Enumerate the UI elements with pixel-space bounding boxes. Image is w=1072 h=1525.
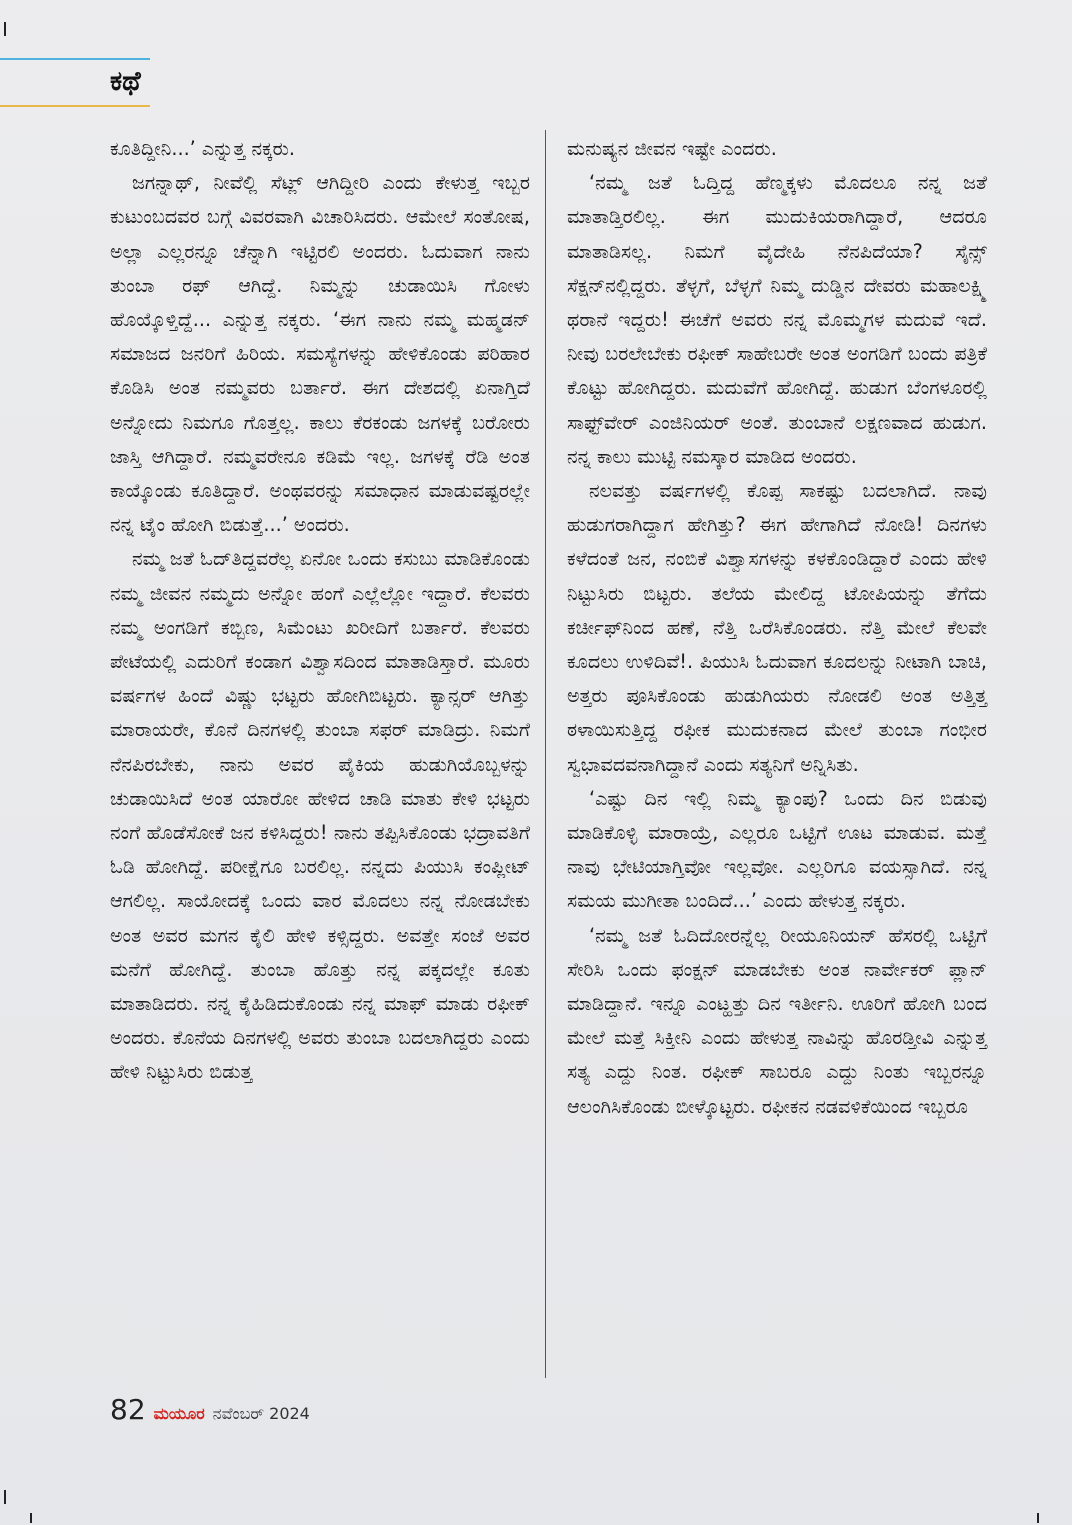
section-label: ಕಥೆ <box>110 66 141 97</box>
paragraph: ಕೂತಿದ್ದೀನಿ...’ ಎನ್ನುತ್ತ ನಕ್ಕರು. <box>110 137 295 160</box>
page-footer <box>110 1393 310 1426</box>
crop-mark <box>1037 1513 1039 1523</box>
crop-mark <box>30 1513 32 1523</box>
section-rule-bottom <box>0 105 150 107</box>
crop-mark <box>4 22 6 36</box>
section-rule-top <box>0 58 150 60</box>
right-column <box>567 132 987 1124</box>
column-divider <box>545 130 546 1378</box>
crop-mark <box>4 1490 6 1504</box>
paragraph: ಜಗನ್ನಾಥ್, ನೀವೆಲ್ಲಿ ಸೆಟ್ಲ್ ಆಗಿದ್ದೀರಿ ಎಂದು ಕೇಳುತ್ತ ಇಬ್ಬರ ಕುಟುಂಬದವರ ಬಗ್ಗೆ ವಿವರವಾಗಿ ವಿಚಾರಿಸಿದರು. ಆಮೇಲೆ ಸಂತೋಷ, ಅಲ್ಲಾ ಎಲ್ಲರನ್ನೂ ಚೆನ್ನಾಗಿ ಇಟ್ಟಿರಲಿ ಅಂದರು. ಓದುವಾಗ ನಾನು ತುಂಬಾ ರಫ್ ಆಗಿದ್ದೆ. ನಿಮ್ಮನ್ನು ಚುಡಾಯಿಸಿ ಗೋಳು ಹೊಯ್ಕೊಳ್ತಿದ್ದೆ... ಎನ್ನುತ್ತ ನಕ್ಕರು. ‘ಈಗ ನಾನು ನಮ್ಮ ಮಹ್ಮಡನ್ ಸಮಾಜದ ಜನರಿಗೆ ಹಿರಿಯ. ಸಮಸ್ಯೆಗಳನ್ನು ಹೇಳಿಕೊಂಡು ಪರಿಹಾರ ಕೊಡಿಸಿ ಅಂತ ನಮ್ಮವರು ಬರ್ತಾರೆ. ಈಗ ದೇಶದಲ್ಲಿ ಏನಾಗ್ತಿದೆ ಅನ್ನೋದು ನಿಮಗೂ ಗೊತ್ತಲ್ಲ. ಕಾಲು ಕೆರಕಂಡು ಜಗಳಕ್ಕೆ ಬರೋರು ಜಾಸ್ತಿ ಆಗಿದ್ದಾರೆ. ನಮ್ಮವರೇನೂ ಕಡಿಮೆ ಇಲ್ಲ. ಜಗಳಕ್ಕೆ ರೆಡಿ ಅಂತ ಕಾಯ್ಕೊಂಡು ಕೂತಿದ್ದಾರೆ. ಅಂಥವರನ್ನು ಸಮಾಧಾನ ಮಾಡುವಷ್ಟರಲ್ಲೇ ನನ್ನ ಟೈಂ ಹೋಗಿ ಬಿಡುತ್ತೆ...’ ಅಂದರು. <box>110 171 530 537</box>
magazine-name: ಮಯೂರ <box>153 1404 205 1423</box>
paragraph: ‘ಎಷ್ಟು ದಿನ ಇಲ್ಲಿ ನಿಮ್ಮ ಕ್ಯಾಂಪು? ಒಂದು ದಿನ ಬಿಡುವು ಮಾಡಿಕೊಳ್ಳಿ ಮಾರಾಯ್ರೆ, ಎಲ್ಲರೂ ಒಟ್ಟಿಗೆ ಊಟ ಮಾಡುವ. ಮತ್ತೆ ನಾವು ಭೇಟಿಯಾಗ್ತಿವೋ ಇಲ್ಲವೋ. ಎಲ್ಲರಿಗೂ ವಯಸ್ಸಾಗಿದೆ. ನನ್ನ ಸಮಯ ಮುಗೀತಾ ಬಂದಿದೆ...’ ಎಂದು ಹೇಳುತ್ತ ನಕ್ಕರು. <box>567 786 987 913</box>
left-column <box>110 132 530 1090</box>
paragraph: ‘ನಮ್ಮ ಜತೆ ಓದ್ತಿದ್ದ ಹೆಣ್ಮಕ್ಕಳು ಮೊದಲೂ ನನ್ನ ಜತೆ ಮಾತಾಡ್ತಿರಲಿಲ್ಲ. ಈಗ ಮುದುಕಿಯರಾಗಿದ್ದಾರೆ, ಆದರೂ ಮಾತಾಡಿಸಲ್ಲ. ನಿಮಗೆ ವೈದೇಹಿ ನೆನಪಿದೆಯಾ? ಸೈನ್ಸ್ ಸೆಕ್ಷನ್‌ನಲ್ಲಿದ್ದರು. ತೆಳ್ಳಗೆ, ಬೆಳ್ಳಗೆ ನಿಮ್ಮ ದುಡ್ಡಿನ ದೇವರು ಮಹಾಲಕ್ಷ್ಮಿ ಥರಾನೆ ಇದ್ದರು! ಈಚೆಗೆ ಅವರು ನನ್ನ ಮೊಮ್ಮಗಳ ಮದುವೆ ಇದೆ. ನೀವು ಬರಲೇಬೇಕು ರಫೀಕ್ ಸಾಹೇಬರೇ ಅಂತ ಅಂಗಡಿಗೆ ಬಂದು ಪತ್ರಿಕೆ ಕೊಟ್ಟು ಹೋಗಿದ್ದರು. ಮದುವೆಗೆ ಹೋಗಿದ್ದೆ. ಹುಡುಗ ಬೆಂಗಳೂರಲ್ಲಿ ಸಾಫ್ಟ್‌ವೇರ್ ಎಂಜಿನಿಯರ್ ಅಂತೆ. ತುಂಬಾನೆ ಲಕ್ಷಣವಾದ ಹುಡುಗ. ನನ್ನ ಕಾಲು ಮುಟ್ಟಿ ನಮಸ್ಕಾರ ಮಾಡಿದ ಅಂದರು. <box>567 171 987 468</box>
issue-date: ನವೆಂಬರ್ 2024 <box>212 1404 310 1423</box>
paragraph: ನಮ್ಮ ಜತೆ ಓದ್‌ತಿದ್ದವರೆಲ್ಲ ಏನೋ ಒಂದು ಕಸುಬು ಮಾಡಿಕೊಂಡು ನಮ್ಮ ಜೀವನ ನಮ್ಮದು ಅನ್ನೋ ಹಂಗೆ ಎಲ್ಲೆಲ್ಲೋ ಇದ್ದಾರೆ. ಕೆಲವರು ನಮ್ಮ ಅಂಗಡಿಗೆ ಕಬ್ಬಿಣ, ಸಿಮೆಂಟು ಖರೀದಿಗೆ ಬರ್ತಾರೆ. ಕೆಲವರು ಪೇಟೆಯಲ್ಲಿ ಎದುರಿಗೆ ಕಂಡಾಗ ವಿಶ್ವಾಸದಿಂದ ಮಾತಾಡಿಸ್ತಾರೆ. ಮೂರು ವರ್ಷಗಳ ಹಿಂದೆ ವಿಷ್ಣು ಭಟ್ಟರು ಹೋಗಿಬಿಟ್ಟರು. ಕ್ಯಾನ್ಸರ್ ಆಗಿತ್ತು ಮಾರಾಯರೇ, ಕೊನೆ ದಿನಗಳಲ್ಲಿ ತುಂಬಾ ಸಫರ್ ಮಾಡಿದ್ರು. ನಿಮಗೆ ನೆನಪಿರಬೇಕು, ನಾನು ಅವರ ಪೈಕಿಯ ಹುಡುಗಿಯೊಬ್ಬಳನ್ನು ಚುಡಾಯಿಸಿದೆ ಅಂತ ಯಾರೋ ಹೇಳಿದ ಚಾಡಿ ಮಾತು ಕೇಳಿ ಭಟ್ಟರು ನಂಗೆ ಹೊಡೆಸೋಕೆ ಜನ ಕಳಿಸಿದ್ದರು! ನಾನು ತಪ್ಪಿಸಿಕೊಂಡು ಭದ್ರಾವತಿಗೆ ಓಡಿ ಹೋಗಿದ್ದೆ. ಪರೀಕ್ಷೆಗೂ ಬರಲಿಲ್ಲ. ನನ್ನದು ಪಿಯುಸಿ ಕಂಪ್ಲೀಟ್ ಆಗಲಿಲ್ಲ. ಸಾಯೋದಕ್ಕೆ ಒಂದು ವಾರ ಮೊದಲು ನನ್ನ ನೋಡಬೇಕು ಅಂತ ಅವರ ಮಗನ ಕೈಲಿ ಹೇಳಿ ಕಳ್ಸಿದ್ದರು. ಅವತ್ತೇ ಸಂಜೆ ಅವರ ಮನೆಗೆ ಹೋಗಿದ್ದೆ. ತುಂಬಾ ಹೊತ್ತು ನನ್ನ ಪಕ್ಕದಲ್ಲೇ ಕೂತು ಮಾತಾಡಿದರು. ನನ್ನ ಕೈಹಿಡಿದುಕೊಂಡು ನನ್ನ ಮಾಫ್ ಮಾಡು ರಫೀಕ್ ಅಂದರು. ಕೊನೆಯ ದಿನಗಳಲ್ಲಿ ಅವರು ತುಂಬಾ ಬದಲಾಗಿದ್ದರು ಎಂದು ಹೇಳಿ ನಿಟ್ಟುಸಿರು ಬಿಡುತ್ತ <box>110 547 530 1084</box>
paragraph: ನಲವತ್ತು ವರ್ಷಗಳಲ್ಲಿ ಕೊಪ್ಪ ಸಾಕಷ್ಟು ಬದಲಾಗಿದೆ. ನಾವು ಹುಡುಗರಾಗಿದ್ದಾಗ ಹೇಗಿತ್ತು? ಈಗ ಹೇಗಾಗಿದೆ ನೋಡಿ! ದಿನಗಳು ಕಳೆದಂತೆ ಜನ, ನಂಬಿಕೆ ವಿಶ್ವಾಸಗಳನ್ನು ಕಳಕೊಂಡಿದ್ದಾರೆ ಎಂದು ಹೇಳಿ ನಿಟ್ಟುಸಿರು ಬಿಟ್ಟರು. ತಲೆಯ ಮೇಲಿದ್ದ ಟೋಪಿಯನ್ನು ತೆಗೆದು ಕರ್ಚೀಫ್‌ನಿಂದ ಹಣೆ, ನೆತ್ತಿ ಒರೆಸಿಕೊಂಡರು. ನೆತ್ತಿ ಮೇಲೆ ಕೆಲವೇ ಕೂದಲು ಉಳಿದಿವೆ!. ಪಿಯುಸಿ ಓದುವಾಗ ಕೂದಲನ್ನು ನೀಟಾಗಿ ಬಾಚಿ, ಅತ್ತರು ಪೂಸಿಕೊಂಡು ಹುಡುಗಿಯರು ನೋಡಲಿ ಅಂತ ಅತ್ತಿತ್ತ ಠಳಾಯಿಸುತ್ತಿದ್ದ ರಫೀಕ ಮುದುಕನಾದ ಮೇಲೆ ತುಂಬಾ ಗಂಭೀರ ಸ್ವಭಾವದವನಾಗಿದ್ದಾನೆ ಎಂದು ಸತ್ಯನಿಗೆ ಅನ್ನಿಸಿತು. <box>567 479 987 776</box>
page-number: 82 <box>110 1393 146 1426</box>
paragraph: ಮನುಷ್ಯನ ಜೀವನ ಇಷ್ಟೇ ಎಂದರು. <box>567 137 777 160</box>
paragraph: ‘ನಮ್ಮ ಜತೆ ಓದಿದೋರನ್ನೆಲ್ಲ ರೀಯೂನಿಯನ್ ಹೆಸರಲ್ಲಿ ಒಟ್ಟಿಗೆ ಸೇರಿಸಿ ಒಂದು ಫಂಕ್ಷನ್ ಮಾಡಬೇಕು ಅಂತ ನಾರ್ವೇಕರ್ ಪ್ಲಾನ್ ಮಾಡಿದ್ದಾನೆ. ಇನ್ನೂ ಎಂಟ್ಹತ್ತು ದಿನ ಇರ್ತೀನಿ. ಊರಿಗೆ ಹೋಗಿ ಬಂದ ಮೇಲೆ ಮತ್ತೆ ಸಿಕ್ತೀನಿ ಎಂದು ಹೇಳುತ್ತ ನಾವಿನ್ನು ಹೊರಡ್ತೀವಿ ಎನ್ನುತ್ತ ಸತ್ಯ ಎದ್ದು ನಿಂತ. ರಫೀಕ್ ಸಾಬರೂ ಎದ್ದು ನಿಂತು ಇಬ್ಬರನ್ನೂ ಆಲಂಗಿಸಿಕೊಂಡು ಬೀಳ್ಕೊಟ್ಟರು. ರಫೀಕನ ನಡವಳಿಕೆಯಿಂದ ಇಬ್ಬರೂ <box>567 923 987 1118</box>
